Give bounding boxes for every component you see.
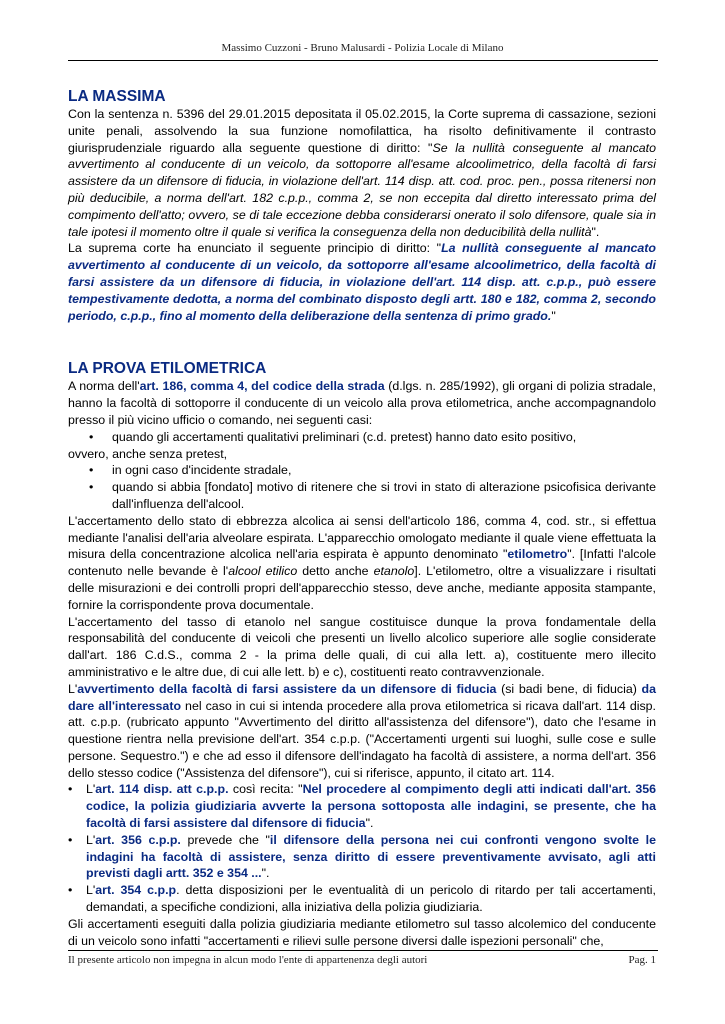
section-title-massima: LA MASSIMA (68, 88, 166, 105)
article-suffix: ". (365, 816, 374, 831)
p3-text-a: L'accertamento dello stato di ebbrezza alcolica ai sensi dell'articolo 186, comma 4, cod. str., si effettua mediante l'analisi dell'aria alveolare espirata. L'apparecchio omologato mediante il quale viene effettuata la misura della concentrazione alcolica nell'aria espirata è appunto denominato " (68, 513, 656, 562)
section-title-prova-etilometrica: LA PROVA ETILOMETRICA (68, 360, 267, 378)
article-reference: art. 114 disp. att c.p.p. (95, 782, 229, 797)
article-reference: art. 356 c.p.p. (95, 832, 181, 847)
massima-question-quote: Se la nullità conseguente al mancato avvertimento al conducente di un veicolo, da sottoporre all'esame alcoolimetrico, della facoltà di farsi assistere da un difensore di fiducia, in violazione dell'art. 114 disp. att. cod. proc. pen., possa ritenersi non più deducibile, a norma dell'art. 182 c.p.p., comma 2, se non eccepita dal diretto interessato prima del compimento dell'atto; ovvero, se di tale eccezione debba considerarsi onerato il solo difensore, quale sia in tale ipotesi il momento oltre il quale si verifica la conseguenza della non deducibilità della nullità (68, 140, 657, 239)
list-item: • in ogni caso d'incidente stradale, (68, 462, 656, 479)
article-text: . detta disposizioni per le eventualità di un pericolo di ritardo per tali accertamenti, demandati, a specifiche condizioni, alla iniziativa della polizia giudiziaria. (86, 883, 656, 915)
article-prefix: L' (86, 832, 96, 847)
massima-paragraph-2 (68, 240, 656, 324)
p5-text-a: L' (68, 681, 78, 696)
prova-intro-paragraph (68, 378, 656, 428)
section-spacer (68, 342, 656, 360)
intro-text-a: A norma dell' (68, 379, 140, 394)
massima-quote-end: ". (591, 224, 600, 239)
accertamenti-paragraph: Gli accertamenti eseguiti dalla polizia giudiziaria mediante etilometro sul tasso alcolemico del conducente di un veicolo sono infatti "accertamenti e rilievi sulle persone diversi dalle ispezioni personali" che, (68, 916, 656, 948)
massima-paragraph-1 (68, 106, 656, 240)
conditions-list-b (68, 462, 656, 512)
alcool-etilico-term: alcool etilico (228, 564, 298, 579)
avvertimento-highlight: avvertimento della facoltà di farsi assistere da un difensore di fiducia (77, 681, 497, 696)
list-item: • quando gli accertamenti qualitativi preliminari (c.d. pretest) hanno dato esito positivo, (68, 429, 656, 446)
p3-text-d: ]. L'etilometro, oltre a visualizzare i risultati delle misurazioni e dei controlli propri dell'apparecchio stesso, deve anche, mediante apposita stampante, fornire la corrispondente prova documentale. (68, 564, 656, 612)
article-suffix: ". (261, 866, 270, 881)
p5-text-c: nel caso in cui si intenda procedere alla prova etilometrica si ricava dall'art. 114 disp. att. c.p.p. (rubricato appunto "Avvertimento del diritto all'assistenza del difensore"), dato che l'esame in questione rientra nella previsione dell'art. 354 c.p.p. ("Accertamenti urgenti sui luoghi, sulle cose e sulle persone. Sequestro.") e che ad esso il difensore dell'indagato ha facoltà di assistere, a norma dell'art. 356 dello stesso codice ("Assistenza del difensore"), cui si riferisce, appunto, il citato art. 114. (68, 698, 656, 780)
p3-text-b: ". [Infatti l'alcole contenuto nelle bevande è l' (68, 547, 656, 579)
page-number: Pag. 1 (628, 954, 656, 966)
footer-divider (68, 950, 658, 951)
article-prefix: L' (86, 782, 96, 797)
article-text: così recita: " (228, 782, 303, 797)
principle-quote-end: " (551, 308, 556, 323)
article-text: prevede che " (180, 832, 270, 847)
p3-text-c: detto anche (297, 564, 374, 579)
ovvero-line: ovvero, anche senza pretest, (68, 446, 228, 461)
page-footer (68, 954, 656, 966)
footer-disclaimer: Il presente articolo non impegna in alcun modo l'ente di appartenenza degli autori (68, 954, 428, 966)
etanolo-term: etanolo (373, 564, 415, 579)
article-quote: Nel procedere al compimento degli atti indicati dall'art. 356 codice, la polizia giudiziaria avverte la persona sottoposta alle indagini, se presente, che ha facoltà di farsi assistere dal difensore di fiducia (86, 782, 656, 831)
page-body (68, 88, 656, 949)
list-item-art-354 (68, 882, 656, 916)
avvertimento-paragraph (68, 681, 656, 782)
list-item-art-114 (68, 781, 656, 831)
article-reference: art. 354 c.p.p (95, 883, 177, 898)
principle-intro-text: La suprema corte ha enunciato il seguente principio di diritto: " (68, 241, 442, 256)
p5-text-b: (si badi bene, di fiducia) (496, 681, 642, 696)
cds-article-reference: art. 186, comma 4, del codice della strada (139, 379, 385, 394)
conditions-list-a (68, 429, 656, 446)
header-divider (68, 60, 658, 61)
interessato-highlight: da dare all'interessato (68, 681, 656, 713)
intro-text-b: (d.lgs. n. 285/1992), gli organi di polizia stradale, hanno la facoltà di sottoporre il conducente di un veicolo alla prova etilometrica, anche accompagnandolo presso il più vicino ufficio o comando, nei seguenti casi: (68, 379, 656, 427)
principle-of-law: La nullità conseguente al mancato avvertimento al conducente di un veicolo, da sottoporre all'esame alcoolimetrico, della facoltà di farsi assistere da un difensore di fiducia, in violazione dell'art. 114 disp. att. c.p.p., può essere tempestivamente dedotta, a norma del combinato disposto degli artt. 180 e 182, comma 2, secondo periodo, c.p.p., fino al momento della deliberazione della sentenza di primo grado. (68, 241, 656, 323)
tasso-etanolo-paragraph: L'accertamento del tasso di etanolo nel sangue costituisce dunque la prova fondamentale della responsabilità del conducente di veicoli che presenti un livello alcolico superiore alle soglie considerate dall'art. 186 C.d.S., comma 2 - la prima delle quali, di cui alla lett. a), costituente mero illecito amministrativo e le altre due, di cui alle lett. b) e c), costituenti reato contravvenzionale. (68, 614, 656, 679)
article-quote: il difensore della persona nei cui confronti vengono svolte le indagini ha facoltà di assistere, senza diritto di essere preventivamente avvisato, agli atti previsti dagli artt. 352 e 354 ... (86, 832, 656, 881)
etilometro-paragraph (68, 513, 656, 614)
list-item: • quando si abbia [fondato] motivo di ritenere che si trovi in stato di alterazione psicofisica derivante dall'influenza dell'alcool. (68, 479, 656, 513)
etilometro-term: etilometro (507, 547, 568, 562)
list-item-art-356 (68, 832, 656, 882)
section-spacer (68, 324, 656, 342)
page-header: Massimo Cuzzoni - Bruno Malusardi - Polizia Locale di Milano (221, 42, 504, 54)
articles-list (68, 781, 656, 915)
article-prefix: L' (86, 883, 96, 898)
massima-intro-text: Con la sentenza n. 5396 del 29.01.2015 depositata il 05.02.2015, la Corte suprema di cassazione, sezioni unite penali, assolvendo la sua funzione nomofilattica, ha risolto definitivamente il contrasto giurisprudenziale riguardo alla seguente questione di diritto: " (68, 107, 656, 155)
